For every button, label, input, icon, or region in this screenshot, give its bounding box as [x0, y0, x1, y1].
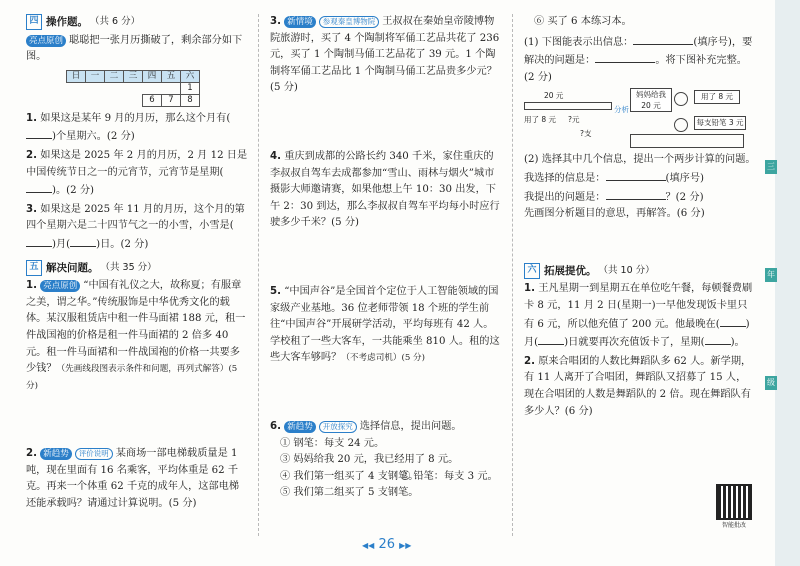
question-text: 选择其中几个信息，提出一个两步计算的问题。 [541, 154, 756, 166]
diagram-label: 20 元 [544, 91, 564, 101]
diagram-label: ?支 [580, 129, 592, 139]
question-text: 先画图分析题目的意思，再解答。(6 分) [524, 208, 705, 220]
question-text: ？(2 分) [665, 191, 704, 203]
info-option: ② 铅笔：每支 3 元。 [400, 471, 498, 482]
cal-torn [105, 82, 124, 94]
answer-blank[interactable] [538, 333, 564, 345]
cal-torn [124, 94, 143, 106]
question-number: 1. [26, 280, 37, 292]
diagram-box: 用了 8 元 [694, 90, 740, 104]
cal-torn [67, 94, 86, 106]
question-note: （不考虑司机）(5 分) [341, 353, 425, 364]
section-title: 拓展提优。 [544, 264, 597, 277]
question-number: 6. [270, 420, 281, 432]
answer-blank[interactable] [606, 169, 666, 181]
side-tab: 年 [765, 268, 777, 282]
question-text: (填序号) [665, 172, 705, 184]
question-5-6 [270, 419, 502, 502]
question-text: 王凡星期一到星期五在单位吃午餐，每顿餐费刷卡 8 元，11 月 2 日(星期一)一早他发现饭卡里只有 6 元，所以他充值了 200 元。他最晚在( [524, 283, 753, 330]
answer-blank[interactable] [720, 315, 746, 327]
question-number: 4. [270, 150, 281, 162]
section-score: （共 10 分） [598, 264, 655, 276]
question-text: “中国声谷”是全国首个定位于人工智能领域的国家级产业基地。36 位老师带领 18 个班的学生前往“中国声谷”开展研学活动，平均每班有 42 人。学校租了一些大客车，一共能乘坐 810 人。租的这些大客车够吗？ [270, 285, 500, 364]
column-right [524, 14, 756, 420]
question-text: 如果这是某年 9 月的月历，那么这个月有( [40, 112, 231, 124]
section-title: 操作题。 [46, 16, 88, 28]
answer-blank[interactable] [26, 181, 52, 193]
question-text: 重庆到成都的公路长约 340 千米，家住重庆的李叔叔自驾车去成都参加“雪山、雨林与烟火”城市摄影大师邀请赛，如果他想上午 10：30 出发，下午 2：30 到达，那么李叔叔自驾车平均每小时应行驶多少千米？(5 分) [270, 150, 500, 229]
sub-tag: 开放探究 [319, 421, 357, 433]
question-text: )日。(2 分) [96, 238, 149, 250]
question-text: 如果这是 2025 年 11 月的月历，这个月的第四个星期六是二十四节气之一的小雪，小雪是( [26, 203, 245, 232]
trend-tag: 新趋势 [284, 421, 316, 433]
highlight-tag: 亮点原创 [26, 35, 66, 47]
page-number-text: 26 [378, 537, 395, 552]
question-4-1 [26, 111, 248, 146]
blank-circle[interactable] [674, 118, 688, 132]
blank-circle[interactable] [674, 92, 688, 106]
prev-arrow-icon: ◀◀ [362, 541, 375, 550]
question-6-1 [524, 281, 756, 351]
column-divider [512, 14, 513, 536]
cal-cell: 6 [143, 94, 162, 106]
cal-torn [143, 82, 162, 94]
answer-box[interactable] [630, 134, 744, 148]
section-number: 六 [524, 263, 540, 279]
info-option: ① 钢笔：每支 24 元。 [280, 437, 385, 449]
question-text: 原来合唱团的人数比舞蹈队多 62 人。新学期，有 11 人离开了合唱团，舞蹈队又招募了 15 人，现在合唱团的人数是舞蹈队的 2 倍。现在舞蹈队有多少人？(6 分) [524, 355, 752, 417]
answer-blank[interactable] [26, 235, 52, 247]
column-divider [258, 14, 259, 536]
cal-head: 四 [143, 70, 162, 82]
trend-tag: 新趋势 [40, 448, 72, 460]
cal-torn [67, 82, 86, 94]
question-text: (填序号)，要解决的问题是： [524, 36, 753, 67]
section-4-intro [26, 33, 248, 66]
column-left [26, 14, 248, 513]
section-score: （共 35 分） [100, 261, 157, 273]
answer-blank[interactable] [606, 188, 666, 200]
question-note: （先画线段图表示条件和问题，再列式解答）(5 分) [26, 364, 238, 391]
cal-cell: 1 [181, 82, 200, 94]
question-5-5 [270, 284, 502, 367]
qr-code[interactable] [716, 484, 752, 520]
highlight-tag: 亮点原创 [40, 280, 80, 292]
info-option: ③ 妈妈给我 20 元，我已经用了 8 元。 [280, 454, 459, 466]
side-tab: 三 [765, 160, 777, 174]
cal-torn [162, 82, 181, 94]
cal-head: 三 [124, 70, 143, 82]
question-text: 。将下图补充完整。 [655, 55, 747, 67]
section-5-header [26, 260, 248, 277]
page-number [362, 537, 411, 552]
question-text: 某商场一部电梯载质量是 1 吨，现在里面有 16 名乘客，平均体重是 62 千克。再来一个体重 62 千克的成年人，这部电梯还能承载吗？请通过计算说明。(5 分) [26, 448, 240, 510]
question-text: )个星期六。(2 分) [52, 131, 135, 143]
right-sidebar [775, 0, 800, 566]
section-number: 四 [26, 14, 42, 30]
section-6-header [524, 263, 756, 280]
column-middle [270, 14, 502, 502]
question-6-2 [524, 354, 756, 420]
question-5-3 [270, 14, 502, 97]
cal-head: 日 [67, 70, 86, 82]
diagram-label: ?元 [568, 115, 580, 125]
question-text: 如果这是 2025 年 2 月的月历，2 月 12 日是中国传统节日之一的元宵节，元宵节是星期( [26, 149, 248, 178]
question-5-2 [26, 446, 248, 512]
sub-number: (1) [524, 36, 539, 48]
question-number: 2. [26, 448, 37, 460]
context-tag: 新情境 [284, 16, 316, 28]
question-text: 选择信息，提出问题。 [359, 420, 462, 432]
question-5-6-2 [524, 152, 756, 222]
question-number: 3. [270, 16, 281, 27]
intro-text: 聪聪把一张月历撕破了，剩余部分如下图。 [26, 34, 243, 63]
question-text: )。 [730, 337, 745, 349]
cal-head: 二 [105, 70, 124, 82]
answer-blank[interactable] [26, 127, 52, 139]
cal-head: 一 [86, 70, 105, 82]
cal-cell: 8 [181, 94, 200, 106]
section-title: 解决问题。 [46, 261, 99, 274]
question-number: 3. [26, 203, 37, 215]
question-text: )月( [524, 318, 750, 349]
question-5-6-1 [524, 33, 756, 87]
diagram-box: 每支铅笔 3 元 [694, 116, 746, 130]
question-text: )日就要再次充值饭卡了，星期( [564, 337, 705, 349]
sub-tag: 评价说明 [75, 448, 113, 460]
answer-blank[interactable] [595, 51, 655, 63]
question-text: 下图能表示出信息： [541, 36, 634, 48]
question-text: )月( [52, 238, 71, 250]
question-number: 5. [270, 285, 281, 297]
question-text: “中国有礼仪之大，故称夏；有服章之美，谓之华。”传统服饰是中华优秀文化的载体。某汉服租赁店中租一件马面裙 188 元，租一件战国袍的价格是租一件马面裙的 2 倍多 40 元。租一件马面裙和一件战国袍的价格一共要多少钱？ [26, 280, 246, 375]
cal-cell: 7 [162, 94, 181, 106]
answer-blank[interactable] [633, 33, 693, 45]
side-tab: 级 [765, 376, 777, 390]
cal-torn [124, 82, 143, 94]
question-number: 1. [524, 283, 535, 295]
section-score: （共 6 分） [90, 16, 141, 27]
cal-torn [105, 94, 124, 106]
question-5-4 [270, 149, 502, 232]
question-score: (2 分) [524, 71, 552, 83]
question-number: 1. [26, 112, 37, 124]
line-segment-diagram [524, 88, 756, 150]
cal-head: 六 [181, 70, 200, 82]
cal-torn [86, 94, 105, 106]
question-text: 我提出的问题是： [524, 191, 606, 203]
cal-torn [86, 82, 105, 94]
next-arrow-icon: ▶▶ [399, 541, 412, 550]
question-number: 2. [524, 355, 535, 367]
question-4-3 [26, 202, 248, 254]
question-text: 我选择的信息是： [524, 172, 606, 184]
cal-head: 五 [162, 70, 181, 82]
section-number: 五 [26, 260, 42, 276]
answer-blank[interactable] [70, 235, 96, 247]
question-text: 王叔叔在秦始皇帝陵博物院旅游时，买了 4 个陶制将军俑工艺品共花了 236 元，买了 1 个陶制马俑工艺品花了 39 元。1 个陶制将军俑工艺品比 1 个陶制马俑工艺品贵多少元？(5 分) [270, 16, 500, 94]
diagram-box: 妈妈给我 20 元 [630, 88, 672, 112]
analysis-arrow-label: 分析 [614, 105, 629, 115]
sub-tag: 参观秦皇博物院 [319, 16, 380, 28]
diagram-label: 用了 8 元 [524, 115, 557, 125]
segment-bar [524, 102, 612, 110]
torn-calendar [66, 70, 200, 107]
question-text: )。(2 分) [52, 185, 95, 197]
qr-label: 智能批改 [721, 522, 746, 529]
info-option: ⑤ 我们第二组买了 5 支钢笔。 [280, 487, 419, 499]
question-number: 2. [26, 149, 37, 161]
question-5-1 [26, 278, 248, 394]
answer-blank[interactable] [705, 333, 731, 345]
sub-number: (2) [524, 154, 539, 166]
section-4-header [26, 14, 248, 31]
question-4-2 [26, 148, 248, 200]
info-option: ④ 我们第一组买了 4 支钢笔。 [280, 470, 419, 482]
info-option: ⑥ 买了 6 本练习本。 [534, 16, 632, 27]
